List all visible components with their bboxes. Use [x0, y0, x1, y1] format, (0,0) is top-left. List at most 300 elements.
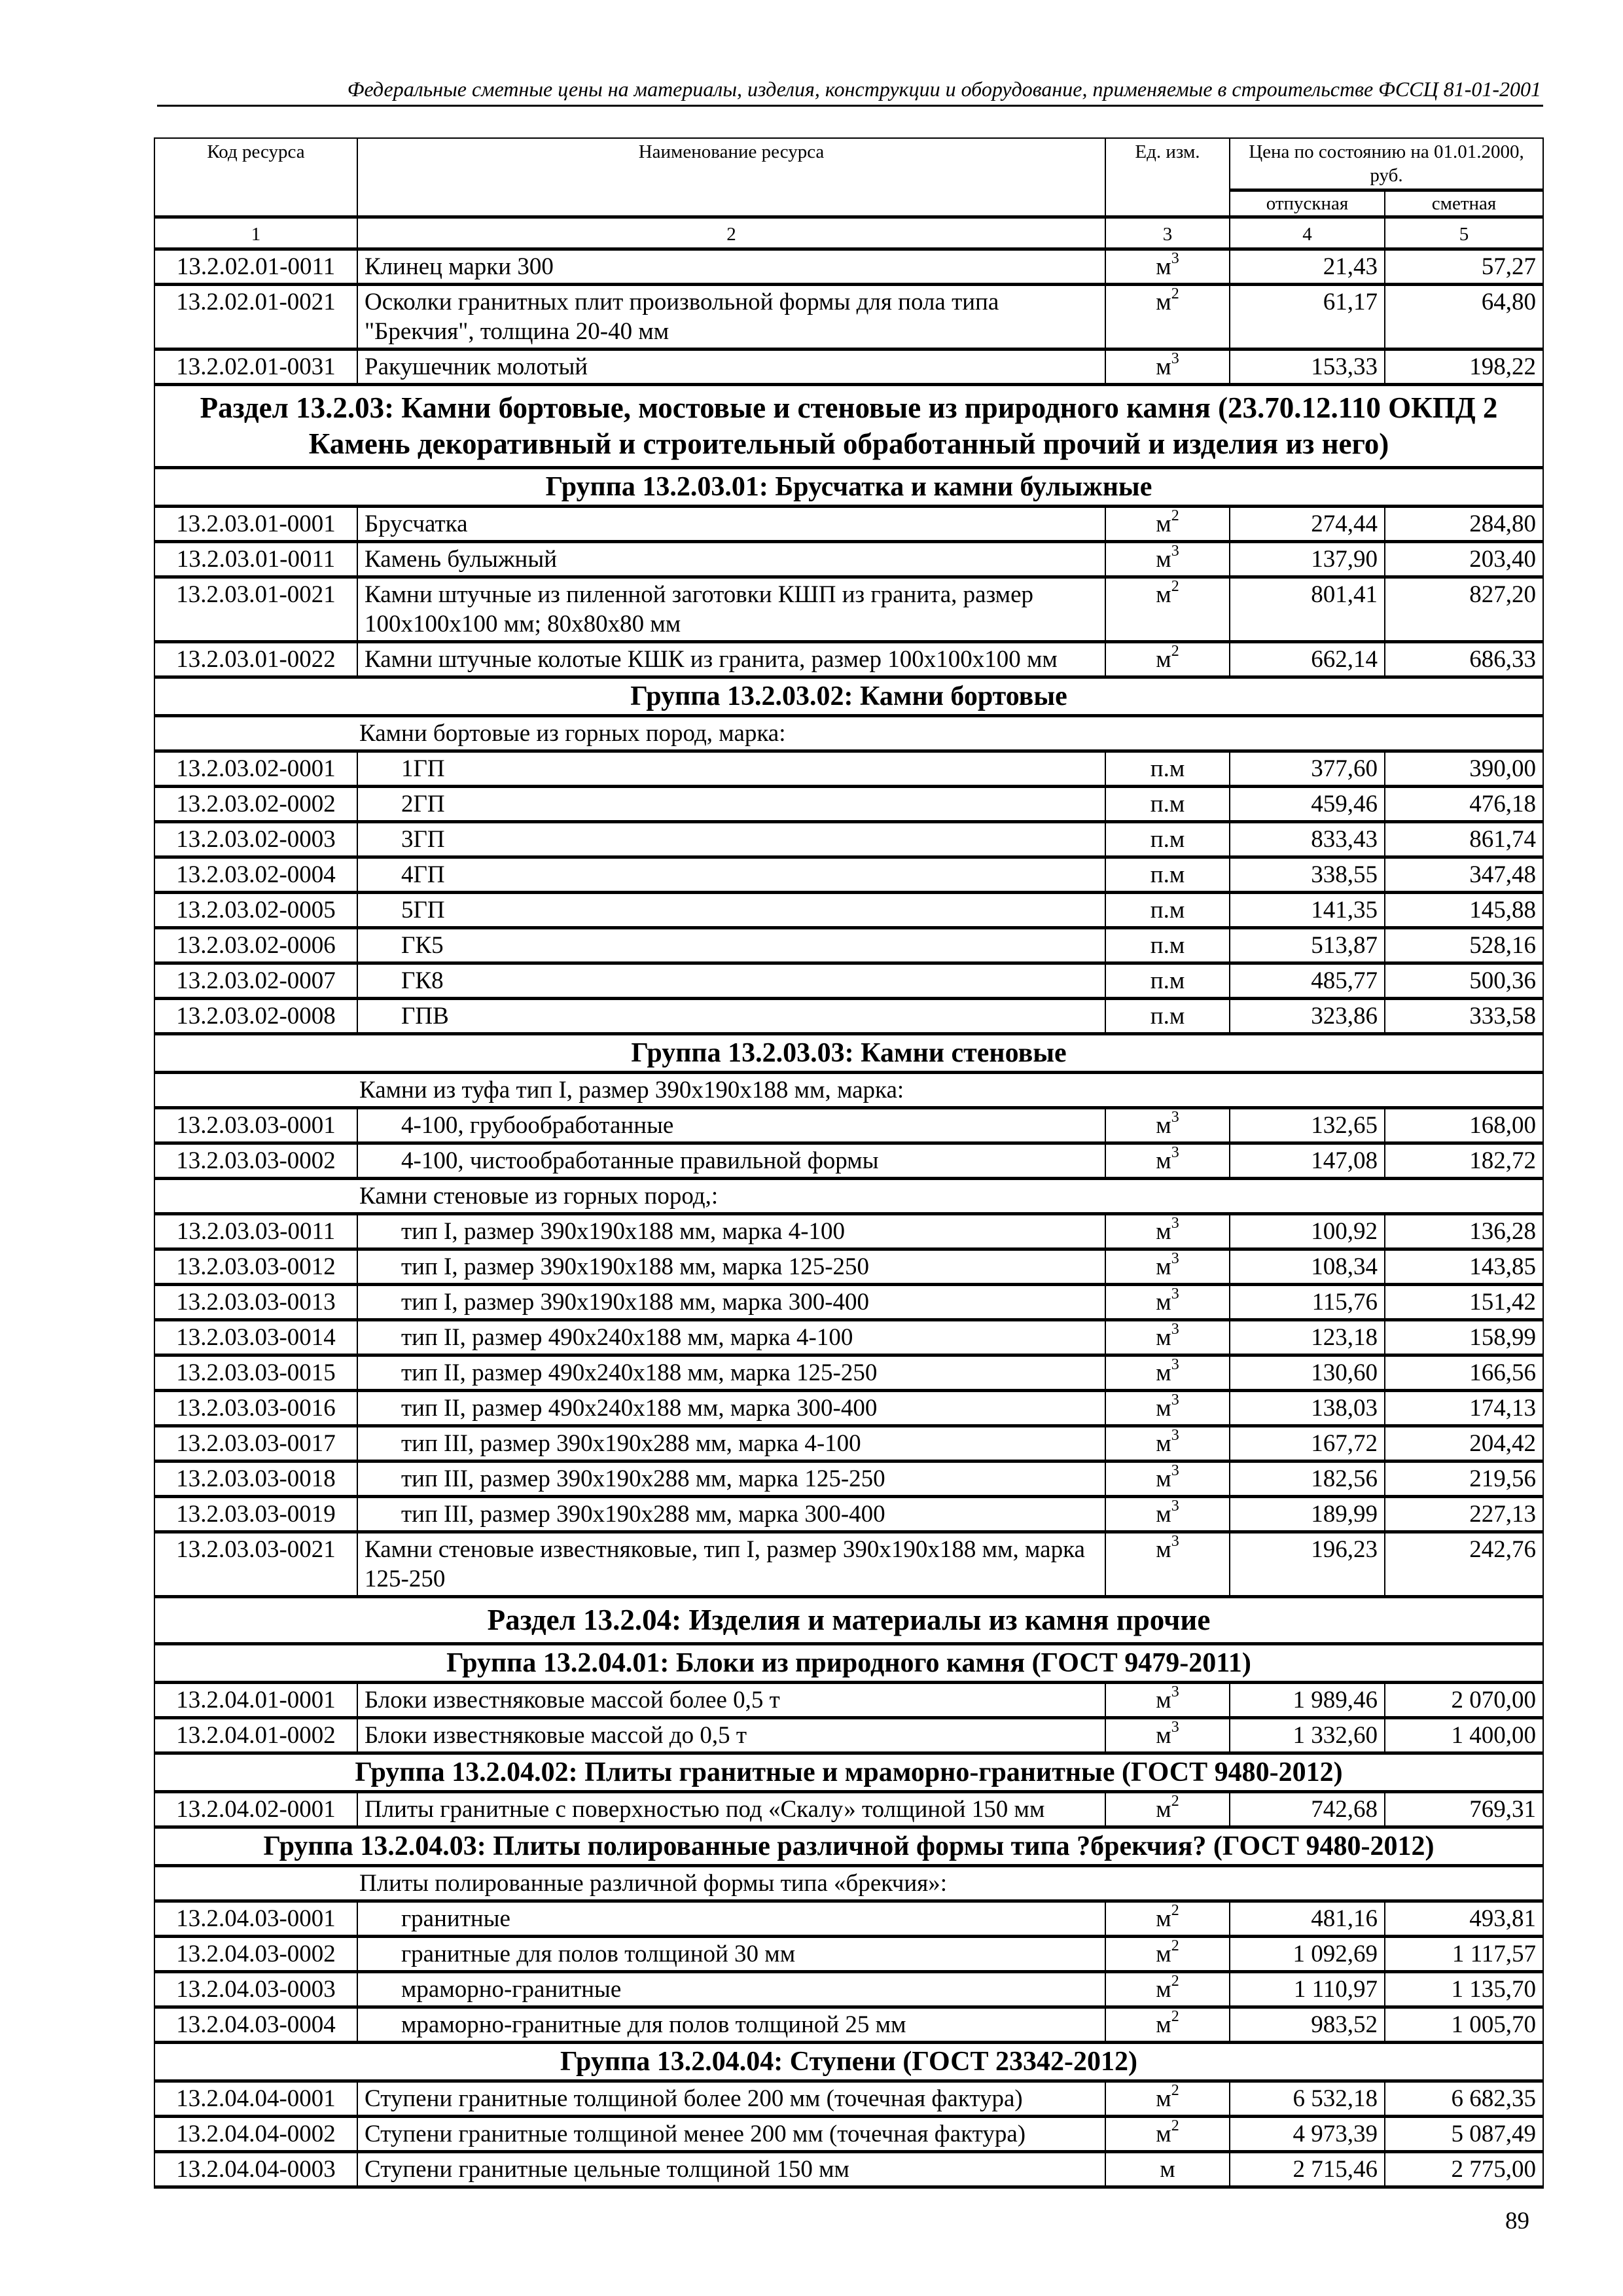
table-row [154, 1426, 1543, 1462]
resource-code: 13.2.04.01-0001 [154, 1683, 357, 1718]
resource-code: 13.2.02.01-0031 [154, 350, 357, 385]
unit-exponent: 2 [1171, 507, 1179, 524]
subheading-row [154, 1179, 1543, 1214]
unit-cell [1105, 1355, 1230, 1391]
table-row [154, 249, 1543, 285]
table-body [154, 249, 1543, 2187]
unit-label: м [1156, 581, 1171, 608]
column-number-row [154, 217, 1543, 249]
unit-label: п.м [1150, 755, 1185, 782]
price-release: 130,60 [1230, 1355, 1385, 1391]
price-release: 513,87 [1230, 928, 1385, 963]
resource-name: 1ГП [357, 751, 1105, 787]
unit-label: м [1156, 1722, 1171, 1749]
resource-code: 13.2.03.03-0002 [154, 1143, 357, 1179]
resource-name: Камни стеновые известняковые, тип I, размер 390х190х188 мм, марка 125-250 [357, 1532, 1105, 1597]
unit-exponent: 2 [1171, 1792, 1179, 1810]
price-release: 485,77 [1230, 963, 1385, 999]
resource-name: ГПВ [357, 999, 1105, 1034]
resource-name: 4-100, грубообработанные [357, 1108, 1105, 1143]
unit-exponent: 3 [1171, 1143, 1179, 1161]
price-estimate: 143,85 [1385, 1249, 1543, 1285]
price-release: 481,16 [1230, 1901, 1385, 1937]
resource-name: тип I, размер 390х190х188 мм, марка 125-250 [357, 1249, 1105, 1285]
resource-name: Осколки гранитных плит произвольной формы для пола типа "Брекчия", толщина 20-40 мм [357, 285, 1105, 350]
table-row [154, 1391, 1543, 1426]
unit-exponent: 3 [1171, 542, 1179, 560]
resource-code: 13.2.03.03-0015 [154, 1355, 357, 1391]
table-row [154, 1937, 1543, 1972]
group-title: Группа 13.2.03.02: Камни бортовые [154, 677, 1543, 716]
price-estimate: 203,40 [1385, 542, 1543, 577]
resource-code: 13.2.03.02-0006 [154, 928, 357, 963]
unit-exponent: 2 [1171, 285, 1179, 302]
price-estimate: 500,36 [1385, 963, 1543, 999]
section-heading-row [154, 1597, 1543, 1644]
price-estimate: 2 070,00 [1385, 1683, 1543, 1718]
unit-exponent: 2 [1171, 2081, 1179, 2099]
price-estimate: 64,80 [1385, 285, 1543, 350]
unit-cell [1105, 1249, 1230, 1285]
unit-exponent: 3 [1171, 1683, 1179, 1700]
group-heading-row [154, 677, 1543, 716]
resource-code: 13.2.03.03-0012 [154, 1249, 357, 1285]
unit-cell [1105, 507, 1230, 542]
unit-label: м [1156, 1941, 1171, 1967]
resource-code: 13.2.03.03-0013 [154, 1285, 357, 1320]
price-estimate: 1 117,57 [1385, 1937, 1543, 1972]
table-row [154, 893, 1543, 928]
unit-cell [1105, 350, 1230, 385]
unit-cell [1105, 1108, 1230, 1143]
price-estimate: 57,27 [1385, 249, 1543, 285]
price-release: 1 332,60 [1230, 1718, 1385, 1753]
price-release: 1 989,46 [1230, 1683, 1385, 1718]
price-estimate: 158,99 [1385, 1320, 1543, 1355]
header-price-estimate: сметная [1385, 190, 1543, 217]
price-release: 4 973,39 [1230, 2117, 1385, 2152]
price-estimate: 2 775,00 [1385, 2152, 1543, 2187]
unit-cell [1105, 1214, 1230, 1249]
price-release: 123,18 [1230, 1320, 1385, 1355]
table-row [154, 285, 1543, 350]
group-title: Группа 13.2.04.03: Плиты полированные различной формы типа ?брекчия? (ГОСТ 9480-2012) [154, 1827, 1543, 1866]
resource-name: тип III, размер 390х190х288 мм, марка 4-100 [357, 1426, 1105, 1462]
resource-code: 13.2.03.02-0008 [154, 999, 357, 1034]
unit-cell [1105, 1426, 1230, 1462]
price-estimate: 168,00 [1385, 1108, 1543, 1143]
subheading-row [154, 1866, 1543, 1901]
price-release: 137,90 [1230, 542, 1385, 577]
unit-cell [1105, 928, 1230, 963]
resource-name: Блоки известняковые массой до 0,5 т [357, 1718, 1105, 1753]
resource-code: 13.2.03.02-0002 [154, 787, 357, 822]
column-number: 4 [1230, 217, 1385, 249]
table-row [154, 1285, 1543, 1320]
table-row [154, 1143, 1543, 1179]
group-heading-row [154, 468, 1543, 507]
unit-cell [1105, 249, 1230, 285]
unit-exponent: 2 [1171, 1901, 1179, 1919]
table-row [154, 1792, 1543, 1827]
resource-code: 13.2.03.02-0005 [154, 893, 357, 928]
resource-name: Брусчатка [357, 507, 1105, 542]
subheading-title: Камни стеновые из горных пород,: [154, 1179, 1543, 1214]
price-estimate: 528,16 [1385, 928, 1543, 963]
unit-label: м [1156, 353, 1171, 380]
resource-name: гранитные [357, 1901, 1105, 1937]
price-release: 189,99 [1230, 1497, 1385, 1532]
subheading-title: Плиты полированные различной формы типа «брекчия»: [154, 1866, 1543, 1901]
resource-name: 4ГП [357, 857, 1105, 893]
table-row [154, 787, 1543, 822]
unit-label: м [1156, 2011, 1171, 2038]
unit-cell [1105, 1532, 1230, 1597]
resource-code: 13.2.03.01-0022 [154, 642, 357, 677]
resource-name: ГК8 [357, 963, 1105, 999]
resource-code: 13.2.04.04-0002 [154, 2117, 357, 2152]
unit-label: м [1156, 1796, 1171, 1823]
section-title: Раздел 13.2.04: Изделия и материалы из камня прочие [154, 1597, 1543, 1644]
unit-label: п.м [1150, 791, 1185, 817]
price-estimate: 151,42 [1385, 1285, 1543, 1320]
table-row [154, 999, 1543, 1034]
price-estimate: 242,76 [1385, 1532, 1543, 1597]
resource-code: 13.2.03.03-0014 [154, 1320, 357, 1355]
price-estimate: 145,88 [1385, 893, 1543, 928]
unit-cell [1105, 822, 1230, 857]
resource-name: тип I, размер 390х190х188 мм, марка 300-400 [357, 1285, 1105, 1320]
unit-cell [1105, 2117, 1230, 2152]
price-estimate: 204,42 [1385, 1426, 1543, 1462]
table-row [154, 507, 1543, 542]
unit-label: п.м [1150, 826, 1185, 853]
resource-name: тип III, размер 390х190х288 мм, марка 125-250 [357, 1462, 1105, 1497]
price-release: 141,35 [1230, 893, 1385, 928]
unit-label: м [1156, 253, 1171, 280]
price-release: 801,41 [1230, 577, 1385, 642]
table-row [154, 857, 1543, 893]
unit-exponent: 3 [1171, 1497, 1179, 1515]
resource-code: 13.2.03.03-0001 [154, 1108, 357, 1143]
resource-code: 13.2.02.01-0021 [154, 285, 357, 350]
unit-exponent: 3 [1171, 1214, 1179, 1232]
unit-label: м [1156, 1112, 1171, 1139]
header-unit: Ед. изм. [1105, 138, 1230, 217]
table-row [154, 2117, 1543, 2152]
unit-label: м [1156, 1687, 1171, 1713]
resource-name: Камни штучные из пиленной заготовки КШП из гранита, размер 100х100х100 мм; 80х80х80 мм [357, 577, 1105, 642]
resource-name: Плиты гранитные с поверхностью под «Скалу» толщиной 150 мм [357, 1792, 1105, 1827]
unit-exponent: 3 [1171, 1249, 1179, 1267]
table-row [154, 1718, 1543, 1753]
column-number: 2 [357, 217, 1105, 249]
resource-name: 5ГП [357, 893, 1105, 928]
group-heading-row [154, 2043, 1543, 2081]
table-row [154, 577, 1543, 642]
resource-name: Ступени гранитные цельные толщиной 150 мм [357, 2152, 1105, 2187]
price-estimate: 136,28 [1385, 1214, 1543, 1249]
group-heading-row [154, 1827, 1543, 1866]
table-row [154, 1249, 1543, 1285]
unit-cell [1105, 542, 1230, 577]
unit-cell [1105, 1901, 1230, 1937]
table-row [154, 963, 1543, 999]
unit-label: м [1156, 2085, 1171, 2112]
unit-cell [1105, 1497, 1230, 1532]
price-estimate: 493,81 [1385, 1901, 1543, 1937]
price-release: 108,34 [1230, 1249, 1385, 1285]
price-release: 147,08 [1230, 1143, 1385, 1179]
resource-name: ГК5 [357, 928, 1105, 963]
price-release: 167,72 [1230, 1426, 1385, 1462]
resource-code: 13.2.04.04-0001 [154, 2081, 357, 2117]
price-release: 196,23 [1230, 1532, 1385, 1597]
resource-name: Ракушечник молотый [357, 350, 1105, 385]
price-release: 338,55 [1230, 857, 1385, 893]
resource-code: 13.2.03.03-0016 [154, 1391, 357, 1426]
resource-code: 13.2.03.02-0003 [154, 822, 357, 857]
unit-label: м [1156, 1465, 1171, 1492]
unit-label: м [1156, 1218, 1171, 1245]
section-heading-row [154, 385, 1543, 468]
price-release: 182,56 [1230, 1462, 1385, 1497]
group-title: Группа 13.2.04.01: Блоки из природного камня (ГОСТ 9479-2011) [154, 1644, 1543, 1683]
price-estimate: 5 087,49 [1385, 2117, 1543, 2152]
resource-name: Камни штучные колотые КШК из гранита, размер 100х100х100 мм [357, 642, 1105, 677]
resource-name: гранитные для полов толщиной 30 мм [357, 1937, 1105, 1972]
price-release: 833,43 [1230, 822, 1385, 857]
resource-code: 13.2.03.01-0001 [154, 507, 357, 542]
price-release: 61,17 [1230, 285, 1385, 350]
resource-name: Блоки известняковые массой более 0,5 т [357, 1683, 1105, 1718]
unit-cell [1105, 1683, 1230, 1718]
price-estimate: 1 400,00 [1385, 1718, 1543, 1753]
unit-cell [1105, 1462, 1230, 1497]
unit-cell [1105, 1285, 1230, 1320]
resource-code: 13.2.03.02-0004 [154, 857, 357, 893]
unit-cell [1105, 2152, 1230, 2187]
table-row [154, 642, 1543, 677]
table-row [154, 2007, 1543, 2043]
unit-label: п.м [1150, 967, 1185, 994]
unit-label: м [1156, 1905, 1171, 1932]
group-title: Группа 13.2.04.02: Плиты гранитные и мраморно-гранитные (ГОСТ 9480-2012) [154, 1753, 1543, 1792]
subheading-row [154, 1073, 1543, 1108]
unit-label: м [1156, 646, 1171, 673]
unit-cell [1105, 285, 1230, 350]
subheading-title: Камни из туфа тип I, размер 390х190х188 мм, марка: [154, 1073, 1543, 1108]
unit-cell [1105, 2007, 1230, 2043]
resource-code: 13.2.02.01-0011 [154, 249, 357, 285]
resource-code: 13.2.03.03-0019 [154, 1497, 357, 1532]
resource-code: 13.2.04.03-0003 [154, 1972, 357, 2007]
table-row [154, 1901, 1543, 1937]
resource-code: 13.2.03.01-0011 [154, 542, 357, 577]
price-release: 377,60 [1230, 751, 1385, 787]
unit-label: п.м [1150, 861, 1185, 888]
price-estimate: 347,48 [1385, 857, 1543, 893]
price-estimate: 6 682,35 [1385, 2081, 1543, 2117]
unit-cell [1105, 642, 1230, 677]
subheading-row [154, 716, 1543, 751]
header-code: Код ресурса [154, 138, 357, 217]
unit-label: м [1156, 1395, 1171, 1422]
unit-exponent: 3 [1171, 1355, 1179, 1373]
unit-exponent: 2 [1171, 2007, 1179, 2025]
resource-code: 13.2.03.02-0001 [154, 751, 357, 787]
table-row [154, 822, 1543, 857]
resource-code: 13.2.04.02-0001 [154, 1792, 357, 1827]
column-number: 1 [154, 217, 357, 249]
resource-code: 13.2.03.03-0018 [154, 1462, 357, 1497]
unit-label: м [1156, 1359, 1171, 1386]
subheading-title: Камни бортовые из горных пород, марка: [154, 716, 1543, 751]
price-release: 132,65 [1230, 1108, 1385, 1143]
price-release: 21,43 [1230, 249, 1385, 285]
unit-exponent: 2 [1171, 2117, 1179, 2134]
group-title: Группа 13.2.03.03: Камни стеновые [154, 1034, 1543, 1073]
table-row [154, 1214, 1543, 1249]
price-estimate: 166,56 [1385, 1355, 1543, 1391]
unit-exponent: 2 [1171, 1972, 1179, 1990]
resource-code: 13.2.04.03-0004 [154, 2007, 357, 2043]
price-estimate: 182,72 [1385, 1143, 1543, 1179]
group-heading-row [154, 1034, 1543, 1073]
unit-cell [1105, 1718, 1230, 1753]
unit-exponent: 3 [1171, 1320, 1179, 1338]
table-row [154, 1355, 1543, 1391]
unit-exponent: 2 [1171, 577, 1179, 595]
unit-label: м [1160, 2156, 1175, 2183]
resource-name: Ступени гранитные толщиной менее 200 мм (точечная фактура) [357, 2117, 1105, 2152]
unit-cell [1105, 1143, 1230, 1179]
column-number: 3 [1105, 217, 1230, 249]
table-row [154, 1108, 1543, 1143]
resource-code: 13.2.03.03-0011 [154, 1214, 357, 1249]
price-release: 100,92 [1230, 1214, 1385, 1249]
unit-cell [1105, 857, 1230, 893]
unit-label: м [1156, 511, 1171, 537]
unit-exponent: 3 [1171, 1718, 1179, 1736]
price-release: 153,33 [1230, 350, 1385, 385]
resource-name: мраморно-гранитные [357, 1972, 1105, 2007]
resource-code: 13.2.04.04-0003 [154, 2152, 357, 2187]
unit-cell [1105, 1972, 1230, 2007]
resource-code: 13.2.04.03-0001 [154, 1901, 357, 1937]
price-estimate: 476,18 [1385, 787, 1543, 822]
table-header [154, 138, 1543, 249]
price-estimate: 1 005,70 [1385, 2007, 1543, 2043]
unit-label: п.м [1150, 1003, 1185, 1030]
header-rule [157, 105, 1543, 107]
unit-cell [1105, 1937, 1230, 1972]
unit-label: п.м [1150, 897, 1185, 924]
unit-exponent: 3 [1171, 1285, 1179, 1302]
header-price-group: Цена по состоянию на 01.01.2000, руб. [1230, 138, 1543, 190]
unit-cell [1105, 1320, 1230, 1355]
unit-label: м [1156, 289, 1171, 315]
unit-cell [1105, 1792, 1230, 1827]
price-release: 1 092,69 [1230, 1937, 1385, 1972]
unit-cell [1105, 893, 1230, 928]
price-estimate: 827,20 [1385, 577, 1543, 642]
resource-name: тип III, размер 390х190х288 мм, марка 300-400 [357, 1497, 1105, 1532]
resource-code: 13.2.03.03-0017 [154, 1426, 357, 1462]
price-estimate: 390,00 [1385, 751, 1543, 787]
unit-label: м [1156, 1430, 1171, 1457]
unit-exponent: 3 [1171, 1532, 1179, 1550]
table-row [154, 1497, 1543, 1532]
price-estimate: 769,31 [1385, 1792, 1543, 1827]
table-row [154, 928, 1543, 963]
unit-cell [1105, 787, 1230, 822]
resource-name: тип II, размер 490х240х188 мм, марка 300-400 [357, 1391, 1105, 1426]
price-estimate: 284,80 [1385, 507, 1543, 542]
price-release: 662,14 [1230, 642, 1385, 677]
unit-cell [1105, 963, 1230, 999]
section-title: Раздел 13.2.03: Камни бортовые, мостовые и стеновые из природного камня (23.70.12.110 ОКПД 2 Камень декоративный и строительный обработанный прочий и изделия из него) [154, 385, 1543, 468]
price-release: 983,52 [1230, 2007, 1385, 2043]
resource-name: Камень булыжный [357, 542, 1105, 577]
unit-label: п.м [1150, 932, 1185, 959]
price-release: 742,68 [1230, 1792, 1385, 1827]
unit-exponent: 3 [1171, 1108, 1179, 1126]
resource-code: 13.2.04.01-0002 [154, 1718, 357, 1753]
resource-name: тип II, размер 490х240х188 мм, марка 125-250 [357, 1355, 1105, 1391]
resource-name: 3ГП [357, 822, 1105, 857]
table-row [154, 1972, 1543, 2007]
unit-label: м [1156, 1501, 1171, 1528]
price-estimate: 1 135,70 [1385, 1972, 1543, 2007]
price-estimate: 861,74 [1385, 822, 1543, 857]
table-row [154, 2152, 1543, 2187]
table-row [154, 350, 1543, 385]
column-number: 5 [1385, 217, 1543, 249]
price-estimate: 686,33 [1385, 642, 1543, 677]
price-estimate: 198,22 [1385, 350, 1543, 385]
price-release: 459,46 [1230, 787, 1385, 822]
unit-exponent: 3 [1171, 1391, 1179, 1408]
unit-label: м [1156, 1324, 1171, 1351]
price-release: 274,44 [1230, 507, 1385, 542]
unit-cell [1105, 999, 1230, 1034]
resource-name: тип I, размер 390х190х188 мм, марка 4-100 [357, 1214, 1105, 1249]
unit-label: м [1156, 1253, 1171, 1280]
unit-label: м [1156, 1976, 1171, 2003]
unit-label: м [1156, 1147, 1171, 1174]
unit-exponent: 3 [1171, 1462, 1179, 1479]
unit-cell [1105, 2081, 1230, 2117]
unit-cell [1105, 1391, 1230, 1426]
resource-name: 2ГП [357, 787, 1105, 822]
unit-cell [1105, 751, 1230, 787]
resource-code: 13.2.03.03-0021 [154, 1532, 357, 1597]
group-title: Группа 13.2.04.04: Ступени (ГОСТ 23342-2012) [154, 2043, 1543, 2081]
unit-label: м [1156, 546, 1171, 573]
table-row [154, 1683, 1543, 1718]
resource-name: 4-100, чистообработанные правильной формы [357, 1143, 1105, 1179]
unit-exponent: 2 [1171, 642, 1179, 660]
group-title: Группа 13.2.03.01: Брусчатка и камни булыжные [154, 468, 1543, 507]
price-release: 1 110,97 [1230, 1972, 1385, 2007]
resource-code: 13.2.03.01-0021 [154, 577, 357, 642]
group-heading-row [154, 1753, 1543, 1792]
table-row [154, 2081, 1543, 2117]
resource-name: тип II, размер 490х240х188 мм, марка 4-100 [357, 1320, 1105, 1355]
price-release: 323,86 [1230, 999, 1385, 1034]
price-estimate: 219,56 [1385, 1462, 1543, 1497]
